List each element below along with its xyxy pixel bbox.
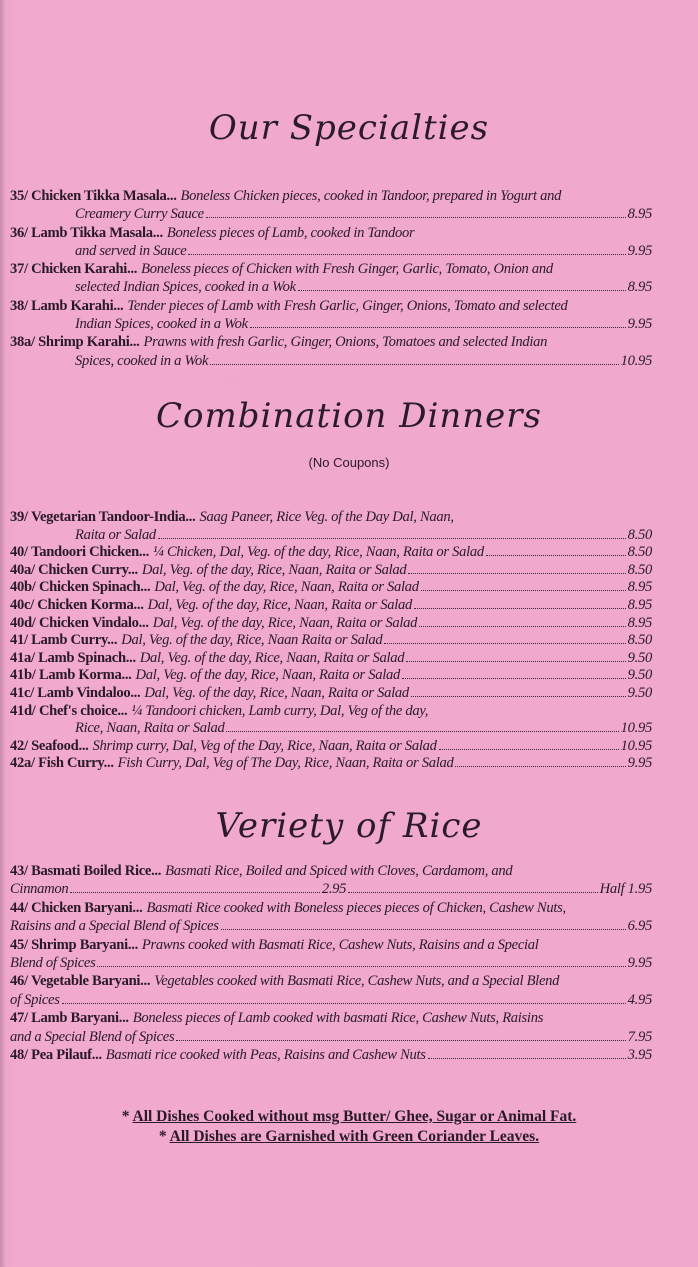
- item-line: [10, 278, 652, 296]
- item-description: Vegetables cooked with Basmati Rice, Cashew Nuts, and a Special Blend: [154, 973, 560, 990]
- section-title-specialties: Our Specialties: [208, 108, 490, 148]
- item-description: selected Indian Spices, cooked in a Wok: [75, 279, 296, 296]
- item-description: Boneless Chicken pieces, cooked in Tandoor, prepared in Yogurt and: [180, 188, 562, 204]
- menu-item: [10, 562, 652, 580]
- item-line: [10, 991, 652, 1009]
- section-title-rice: Veriety of Rice: [215, 806, 483, 846]
- menu-item: [10, 936, 652, 973]
- dot-leader: [298, 290, 626, 291]
- item-line: [10, 650, 652, 668]
- item-price: 8.95: [627, 279, 652, 296]
- item-number: 40/: [10, 544, 28, 561]
- item-line: [10, 685, 652, 703]
- item-name: Chicken Spinach...: [38, 579, 151, 596]
- item-line: [10, 205, 652, 223]
- item-number: 39/: [10, 509, 28, 525]
- item-price: 9.95: [627, 955, 652, 972]
- item-name: Chicken Baryani...: [31, 899, 143, 916]
- item-description: and a Special Blend of Spices: [10, 1028, 175, 1045]
- item-price: 9.50: [627, 667, 652, 684]
- menu-item: [10, 333, 652, 370]
- item-description: Dal, Veg. of the day, Rice, Naan, Raita or Salad: [147, 596, 413, 613]
- item-number: 38/: [10, 297, 28, 314]
- item-line: [10, 527, 652, 545]
- item-description: Tender pieces of Lamb with Fresh Garlic, Ginger, Onions, Tomato and selected: [127, 297, 568, 314]
- item-description: Boneless pieces of Lamb cooked with basmati Rice, Cashew Nuts, Raisins: [132, 1010, 544, 1027]
- item-price: 4.95: [627, 991, 652, 1008]
- item-name: Chicken Curry...: [38, 561, 138, 578]
- dot-leader: [62, 1003, 626, 1004]
- menu-item: [10, 597, 652, 615]
- item-name: Chicken Vindalo...: [38, 614, 149, 631]
- item-line: [10, 615, 652, 633]
- dot-leader: [206, 217, 626, 218]
- item-line: [10, 720, 652, 738]
- item-number: 43/: [10, 863, 28, 879]
- menu-item: [10, 862, 652, 899]
- item-description: Blend of Spices: [10, 955, 96, 972]
- item-name: Lamb Korma...: [38, 667, 132, 684]
- item-description: ¼ Tandoori chicken, Lamb curry, Dal, Veg of the day,: [131, 702, 429, 719]
- item-number: 41d/: [10, 702, 36, 719]
- item-line: [10, 1028, 652, 1046]
- dot-leader: [414, 608, 626, 609]
- item-line: [10, 703, 652, 721]
- item-name: Fish Curry...: [38, 755, 114, 772]
- item-description: Saag Paneer, Rice Veg. of the Day Dal, Naan,: [199, 509, 454, 525]
- item-description: Dal, Veg. of the day, Rice, Naan Raita or Salad: [121, 632, 383, 649]
- menu-item: [10, 667, 652, 685]
- item-line: [10, 917, 652, 935]
- item-name: Lamb Baryani...: [31, 1010, 129, 1027]
- item-number: 48/: [10, 1047, 28, 1064]
- item-line: [10, 544, 652, 562]
- item-price: 8.95: [627, 614, 652, 631]
- menu-item: [10, 615, 652, 633]
- item-price: 9.50: [627, 649, 652, 666]
- item-number: 36/: [10, 224, 28, 241]
- item-price: 3.95: [627, 1047, 652, 1064]
- item-description: Raita or Salad: [75, 526, 156, 543]
- item-description: Creamery Curry Sauce: [75, 206, 204, 223]
- note-text: All Dishes are Garnished with Green Coriander Leaves.: [169, 1128, 540, 1145]
- item-line: [10, 509, 652, 527]
- dot-leader: [221, 929, 626, 930]
- item-description: Dal, Veg. of the day, Rice, Naan, Raita or Salad: [154, 579, 419, 596]
- item-number: 41/: [10, 632, 28, 649]
- dot-leader: [384, 643, 625, 644]
- item-name: Lamb Curry...: [31, 632, 118, 649]
- item-number: 38a/: [10, 334, 35, 351]
- item-name: Vegetable Baryani...: [31, 973, 151, 990]
- item-number: 47/: [10, 1010, 28, 1027]
- note-text: All Dishes Cooked without msg Butter/ Ghee, Sugar or Animal Fat.: [132, 1108, 577, 1125]
- item-name: Seafood...: [31, 737, 89, 754]
- dot-leader: [176, 1040, 625, 1041]
- item-number: 45/: [10, 936, 28, 953]
- item-name: Chef's choice...: [38, 702, 128, 719]
- item-name: Lamb Karahi...: [31, 297, 124, 314]
- item-line: [10, 862, 652, 880]
- menu-item: [10, 260, 652, 297]
- item-line: [10, 352, 652, 370]
- item-number: 46/: [10, 973, 28, 990]
- dot-leader: [348, 892, 597, 893]
- item-description: Dal, Veg. of the day, Rice, Naan, Raita or Salad: [135, 667, 400, 684]
- dot-leader: [439, 749, 619, 750]
- item-price: 10.95: [620, 352, 652, 369]
- item-price: 9.95: [627, 242, 652, 259]
- item-name: Pea Pilauf...: [31, 1047, 102, 1064]
- item-line: [10, 562, 652, 580]
- menu-item: [10, 755, 652, 773]
- item-name: Chicken Karahi...: [31, 261, 138, 278]
- item-description: Spices, cooked in a Wok: [75, 352, 209, 369]
- item-description: Shrimp curry, Dal, Veg of the Day, Rice, Naan, Raita or Salad: [92, 737, 437, 754]
- item-description: Dal, Veg. of the day, Rice, Naan, Raita or Salad: [144, 684, 409, 701]
- item-number: 41a/: [10, 649, 35, 666]
- item-description: Rice, Naan, Raita or Salad: [75, 720, 225, 737]
- item-description: Fish Curry, Dal, Veg of The Day, Rice, Naan, Raita or Salad: [117, 755, 454, 772]
- item-line: [10, 333, 652, 351]
- item-price: 8.50: [627, 526, 652, 543]
- item-number: 40a/: [10, 561, 35, 578]
- item-name: Shrimp Baryani...: [31, 936, 138, 953]
- item-price: 8.50: [627, 632, 652, 649]
- menu-item: [10, 703, 652, 738]
- dot-leader: [411, 696, 626, 697]
- dot-leader: [455, 766, 625, 767]
- item-name: Lamb Vindaloo...: [37, 684, 141, 701]
- rice-list: [10, 862, 652, 1064]
- item-description: Boneless pieces of Lamb, cooked in Tandoor: [166, 224, 415, 241]
- item-line: [10, 738, 652, 756]
- item-name: Lamb Tikka Masala...: [31, 224, 163, 241]
- item-line: [10, 224, 652, 242]
- item-number: 37/: [10, 261, 28, 278]
- item-price: 2.95: [321, 881, 347, 898]
- item-line: [10, 187, 652, 205]
- item-number: 41c/: [10, 684, 34, 701]
- dot-leader: [250, 327, 626, 328]
- item-price: 8.50: [627, 544, 652, 561]
- menu-item: [10, 224, 652, 261]
- item-line: [10, 579, 652, 597]
- no-coupons-note: (No Coupons): [308, 455, 390, 470]
- dot-leader: [97, 966, 625, 967]
- item-price: 8.95: [627, 579, 652, 596]
- item-price: 7.95: [627, 1028, 652, 1045]
- menu-item: [10, 738, 652, 756]
- note-line: * All Dishes are Garnished with Green Coriander Leaves.: [158, 1128, 540, 1145]
- item-line: [10, 242, 652, 260]
- item-description: ¼ Chicken, Dal, Veg. of the day, Rice, Naan, Raita or Salad: [152, 544, 484, 561]
- item-line: [10, 597, 652, 615]
- item-number: 40d/: [10, 614, 36, 631]
- dot-leader: [408, 573, 625, 574]
- menu-item: [10, 297, 652, 334]
- item-description: Dal, Veg. of the day, Rice, Naan, Raita or Salad: [139, 649, 405, 666]
- item-name: Vegetarian Tandoor-India...: [31, 509, 196, 525]
- dot-leader: [188, 254, 625, 255]
- item-number: 40b/: [10, 579, 36, 596]
- item-description: Basmati Rice, Boiled and Spiced with Cloves, Cardamom, and: [165, 863, 513, 879]
- item-description: Indian Spices, cooked in a Wok: [75, 316, 248, 333]
- item-line: [10, 297, 652, 315]
- menu-item: [10, 187, 652, 224]
- item-description: and served in Sauce: [75, 242, 187, 259]
- item-number: 40c/: [10, 596, 34, 613]
- item-price: 9.95: [627, 316, 652, 333]
- dot-leader: [421, 590, 626, 591]
- item-price: 6.95: [627, 918, 652, 935]
- dot-leader: [226, 731, 618, 732]
- menu-item: [10, 650, 652, 668]
- item-description: Boneless pieces of Chicken with Fresh Ginger, Garlic, Tomato, Onion and: [141, 261, 553, 278]
- item-number: 42a/: [10, 755, 35, 772]
- item-price: 9.95: [627, 755, 652, 772]
- item-name: Chicken Tikka Masala...: [31, 188, 177, 204]
- item-description: Prawns with fresh Garlic, Ginger, Onions, Tomatoes and selected Indian: [143, 334, 548, 351]
- dot-leader: [406, 661, 625, 662]
- item-description: Prawns cooked with Basmati Rice, Cashew Nuts, Raisins and a Special: [141, 936, 539, 953]
- menu-item: [10, 1009, 652, 1046]
- item-price: 8.50: [627, 561, 652, 578]
- dot-leader: [70, 892, 319, 893]
- dot-leader: [419, 626, 625, 627]
- item-line: [10, 632, 652, 650]
- item-line: [10, 936, 652, 954]
- dot-leader: [428, 1058, 626, 1059]
- dot-leader: [158, 538, 626, 539]
- menu-item: [10, 1046, 652, 1064]
- item-number: 41b/: [10, 667, 36, 684]
- item-description: Basmati rice cooked with Peas, Raisins and Cashew Nuts: [105, 1047, 426, 1064]
- menu-item: [10, 972, 652, 1009]
- item-line: [10, 880, 652, 898]
- menu-item: [10, 544, 652, 562]
- item-description: Dal, Veg. of the day, Rice, Naan, Raita or Salad: [152, 614, 418, 631]
- item-number: 35/: [10, 188, 28, 204]
- item-name: Chicken Korma...: [37, 596, 144, 613]
- item-line: [10, 315, 652, 333]
- notes: [0, 1107, 698, 1147]
- item-name: Lamb Spinach...: [38, 649, 136, 666]
- item-line: [10, 972, 652, 990]
- item-price: 8.95: [627, 596, 652, 613]
- menu-item: [10, 685, 652, 703]
- item-number: 42/: [10, 737, 28, 754]
- item-name: Basmati Boiled Rice...: [31, 863, 162, 879]
- item-line: [10, 260, 652, 278]
- dot-leader: [486, 555, 626, 556]
- item-description: Basmati Rice cooked with Boneless pieces pieces of Chicken, Cashew Nuts,: [146, 899, 566, 916]
- item-line: [10, 1046, 652, 1064]
- item-price: 8.95: [627, 206, 652, 223]
- item-price: 10.95: [620, 737, 652, 754]
- menu-item: [10, 579, 652, 597]
- item-line: [10, 1009, 652, 1027]
- item-line: [10, 899, 652, 917]
- dot-leader: [402, 678, 626, 679]
- item-line: [10, 954, 652, 972]
- menu-item: [10, 632, 652, 650]
- menu-item: [10, 509, 652, 544]
- combination-list: [10, 509, 652, 773]
- specialties-list: [10, 187, 652, 370]
- item-description: Cinnamon: [10, 881, 69, 898]
- item-number: 44/: [10, 899, 28, 916]
- item-price: 10.95: [620, 720, 652, 737]
- item-line: [10, 755, 652, 773]
- item-name: Tandoori Chicken...: [31, 544, 149, 561]
- note-line: * All Dishes Cooked without msg Butter/ Ghee, Sugar or Animal Fat.: [121, 1108, 577, 1125]
- item-name: Shrimp Karahi...: [38, 334, 140, 351]
- menu-item: [10, 899, 652, 936]
- item-price: 9.50: [627, 684, 652, 701]
- item-price-half: Half 1.95: [599, 881, 652, 898]
- item-description: of Spices: [10, 991, 60, 1008]
- item-description: Dal, Veg. of the day, Rice, Naan, Raita or Salad: [141, 561, 407, 578]
- item-line: [10, 667, 652, 685]
- item-description: Raisins and a Special Blend of Spices: [10, 918, 219, 935]
- section-title-combination: Combination Dinners: [156, 396, 542, 436]
- dot-leader: [210, 364, 618, 365]
